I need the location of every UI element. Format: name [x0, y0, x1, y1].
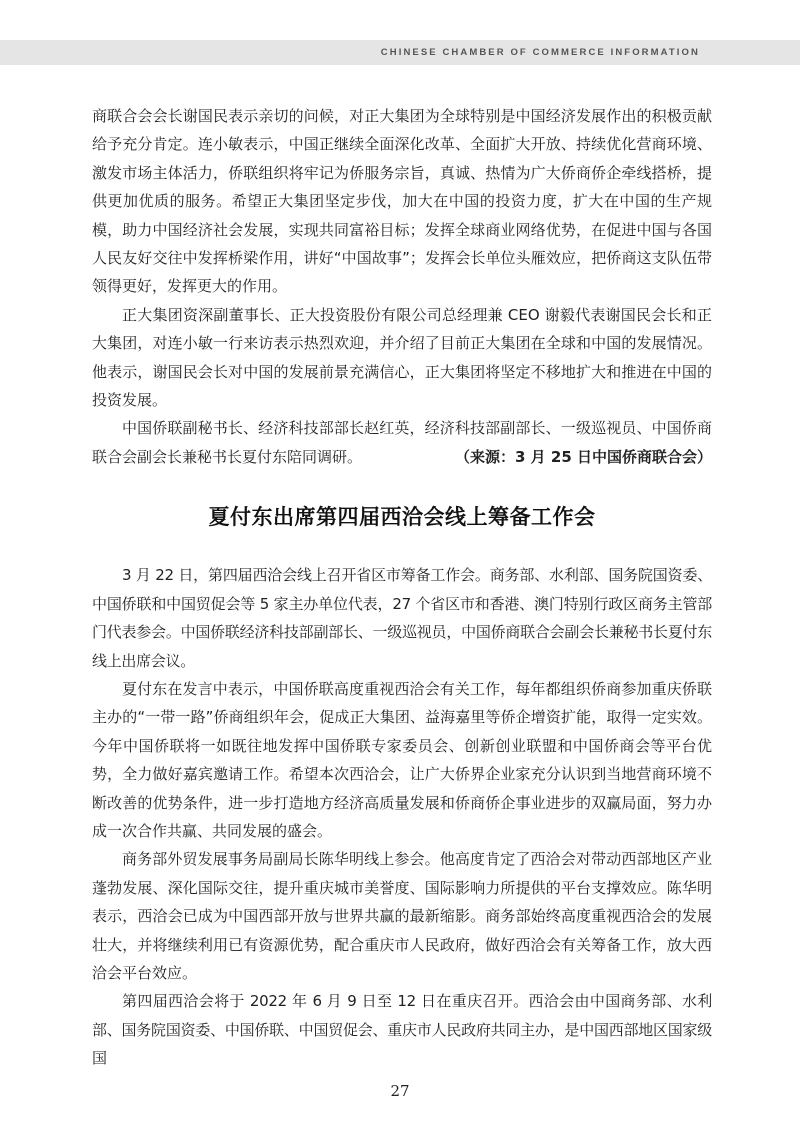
- running-header: CHINESE CHAMBER OF COMMERCE INFORMATION: [380, 47, 700, 58]
- source-note: （来源：3 月 25 日中国侨商联合会）: [455, 447, 712, 466]
- article2-title-block: [92, 471, 712, 561]
- article2-paragraph-3: 商务部外贸发展事务局副局长陈华明线上参会。他高度肯定了西洽会对带动西部地区产业蓬勃发展、深化国际交往，提升重庆城市美誉度、国际影响力所提供的平台支撑效应。陈华明表示，西洽会已成为中国西部开放与世界共赢的最新缩影。商务部始终高度重视西洽会的发展壮大，并将继续利用已有资源优势，配合重庆市人民政府，做好西洽会有关筹备工作，放大西洽会平台效应。: [92, 850, 712, 982]
- article1-paragraph-1: 商联合会会长谢国民表示亲切的问候，对正大集团为全球特别是中国经济发展作出的积极贡献给予充分肯定。连小敏表示，中国正继续全面深化改革、全面扩大开放、持续优化营商环境、激发市场主体活力，侨联组织将牢记为侨服务宗旨，真诚、热情为广大侨商侨企牵线搭桥，提供更加优质的服务。希望正大集团坚定步伐，加大在中国的投资力度，扩大在中国的生产规模，助力中国经济社会发展，实现共同富裕目标；发挥全球商业网络优势，在促进中国与各国人民友好交往中发挥桥梁作用，讲好“中国故事”；发挥会长单位头雁效应，把侨商这支队伍带领得更好，发挥更大的作用。: [92, 107, 712, 296]
- article2-paragraph-1: 3 月 22 日，第四届西洽会线上召开省区市筹备工作会。商务部、水利部、国务院国资委、中国侨联和中国贸促会等 5 家主办单位代表，27 个省区市和香港、澳门特别行政区商务主管部门代表参会。中国侨联经济科技部副部长、一级巡视员，中国侨商联合会副会长兼秘书长夏付东线上出席会议。: [92, 566, 712, 670]
- article1-paragraph-3-text: 中国侨联副秘书长、经济科技部部长赵红英，经济科技部副部长、一级巡视员、中国侨商联合会副会长兼秘书长夏付东陪同调研。: [92, 419, 712, 466]
- page-content: [92, 102, 712, 1073]
- article1-paragraph-3: [92, 414, 712, 471]
- article2-paragraph-2: 夏付东在发言中表示，中国侨联高度重视西洽会有关工作，每年都组织侨商参加重庆侨联主办的“一带一路”侨商组织年会，促成正大集团、益海嘉里等侨企增资扩能，取得一定实效。今年中国侨联将一如既往地发挥中国侨联专家委员会、创新创业联盟和中国侨商会等平台优势，全力做好嘉宾邀请工作。希望本次西洽会，让广大侨界企业家充分认识到当地营商环境不断改善的优势条件，进一步打造地方经济高质量发展和侨商侨企事业进步的双赢局面，努力办成一次合作共赢、共同发展的盛会。: [92, 679, 712, 840]
- page-number: 27: [390, 1082, 410, 1100]
- article2-paragraph-4: 第四届西洽会将于 2022 年 6 月 9 日至 12 日在重庆召开。西洽会由中国商务部、水利部、国务院国资委、中国侨联、中国贸促会、重庆市人民政府共同主办，是中国西部地区国家级国: [92, 992, 712, 1068]
- article-title: 夏付东出席第四届西洽会线上筹备工作会: [208, 505, 596, 530]
- article1-paragraph-2: 正大集团资深副董事长、正大投资股份有限公司总经理兼 CEO 谢毅代表谢国民会长和正大集团，对连小敏一行来访表示热烈欢迎，并介绍了目前正大集团在全球和中国的发展情况。他表示，谢国民会长对中国的发展前景充满信心，正大集团将坚定不移地扩大和推进在中国的投资发展。: [92, 305, 712, 410]
